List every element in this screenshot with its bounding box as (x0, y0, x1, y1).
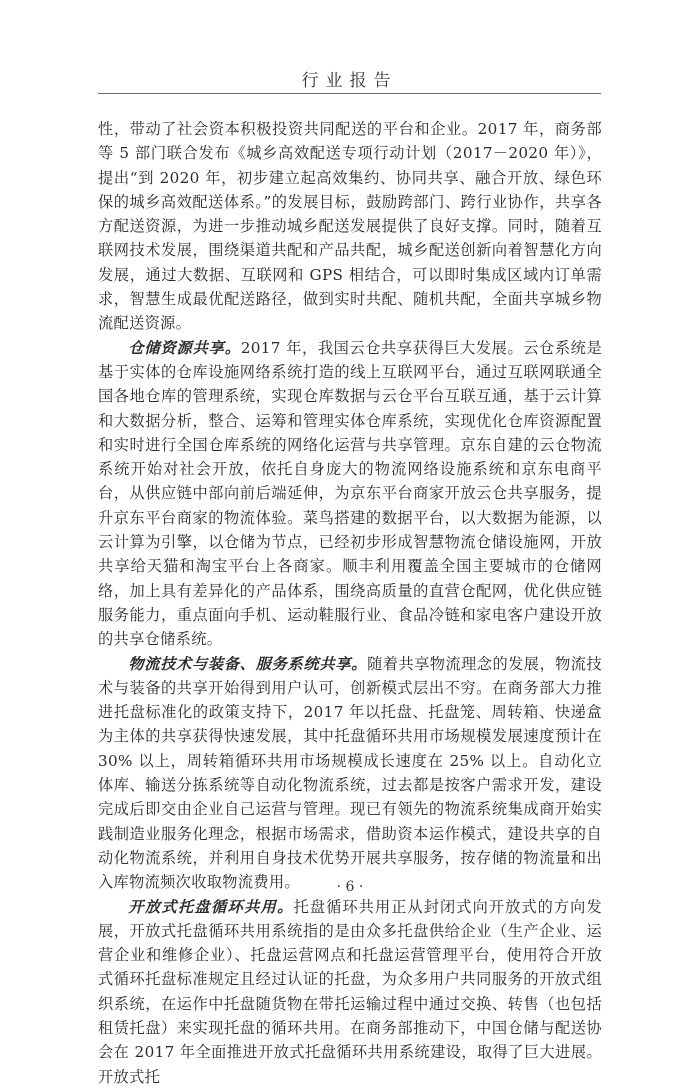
paragraph-open-pallet-pooling (98, 895, 602, 1089)
running-header-title: 行业报告 (301, 71, 398, 91)
paragraph-lead-heading: 开放式托盘循环共用。 (128, 897, 294, 916)
page-number: · 6 · (336, 879, 364, 895)
paragraph-text: 托盘循环共用正从封闭式向开放式的方向发展，开放式托盘循环共用系统指的是由众多托盘供给企业（生产企业、运营企业和维修企业）、托盘运营网点和托盘运营管理平台，使用符合开放式循环托盘标准规定且经过认证的托盘，为众多用户共同服务的开放式组织系统，在运作中托盘随货物在带托运输过程中通过交换、转售（也包括租赁托盘）来实现托盘的循环共用。在商务部推动下，中国仓储与配送协会在 2017 年全面推进开放式托盘循环共用系统建设，取得了巨大进展。开放式托 (98, 897, 602, 1086)
paragraph-urban-rural-distribution (98, 117, 602, 336)
paragraph-logistics-equipment-sharing (98, 652, 602, 895)
paragraph-text: 性，带动了社会资本积极投资共同配送的平台和企业。2017 年，商务部等 5 部门联合发布《城乡高效配送专项行动计划（2017－2020 年）》，提出“到 2020 年，初步建立起高效集约、协同共享、融合开放、绿色环保的城乡高效配送体系。”的发展目标，鼓励跨部门、跨行业协作，共享各方配送资源，为进一步推动城乡配送发展提供了良好支撑。同时，随着互联网技术发展，围绕渠道共配和产品共配，城乡配送创新向着智慧化方向发展，通过大数据、互联网和 GPS 相结合，可以即时集成区域内订单需求，智慧生成最优配送路径，做到实时共配、随机共配，全面共享城乡物流配送资源。 (98, 120, 602, 333)
header-divider (98, 93, 601, 94)
paragraph-text: 2017 年，我国云仓共享获得巨大发展。云仓系统是基于实体的仓库设施网络系统打造的线上互联网平台，通过互联网联通全国各地仓库的管理系统，实现仓库数据与云仓平台互联互通，基于云计算和大数据分析，整合、运筹和管理实体仓库系统，实现优化仓库资源配置和实时进行全国仓库系统的网络化运营与共享管理。京东自建的云仓物流系统开始对社会开放，依托自身庞大的物流网络设施系统和京东电商平台，从供应链中部向前后端延伸，为京东平台商家开放云仓共享服务，提升京东平台商家的物流体验。菜鸟搭建的数据平台，以大数据为能源，以云计算为引擎，以仓储为节点，已经初步形成智慧物流仓储设施网，开放共享给天猫和淘宝平台上各商家。顺丰利用覆盖全国主要城市的仓储网络，加上具有差异化的产品体系，围绕高质量的直营仓配网，优化供应链服务能力，重点面向手机、运动鞋服行业、食品冷链和家电客户建设开放的共享仓储系统。 (98, 338, 602, 649)
paragraph-lead-heading: 仓储资源共享。 (128, 338, 241, 357)
paragraph-text: 随着共享物流理念的发展，物流技术与装备的共享开始得到用户认可，创新模式层出不穷。在商务部大力推进托盘标准化的政策支持下，2017 年以托盘、托盘笼、周转箱、快递盒为主体的共享获得快速发展，其中托盘循环共用市场规模发展速度预计在 30% 以上，周转箱循环共用市场规模成长速度在 25% 以上。自动化立体库、输送分拣系统等自动化物流系统，过去都是按客户需求开发，建设完成后即交由企业自己运营与管理。现已有领先的物流系统集成商开始实践制造业服务化理念，根据市场需求，借助资本运作模式，建设共享的自动化物流系统，并利用自身技术优势开展共享服务，按存储的物流量和出入库物流频次收取物流费用。 (98, 654, 603, 892)
paragraph-lead-heading: 物流技术与装备、服务系统共享。 (128, 654, 368, 673)
article-body (98, 117, 602, 1089)
paragraph-warehouse-sharing (98, 336, 602, 652)
